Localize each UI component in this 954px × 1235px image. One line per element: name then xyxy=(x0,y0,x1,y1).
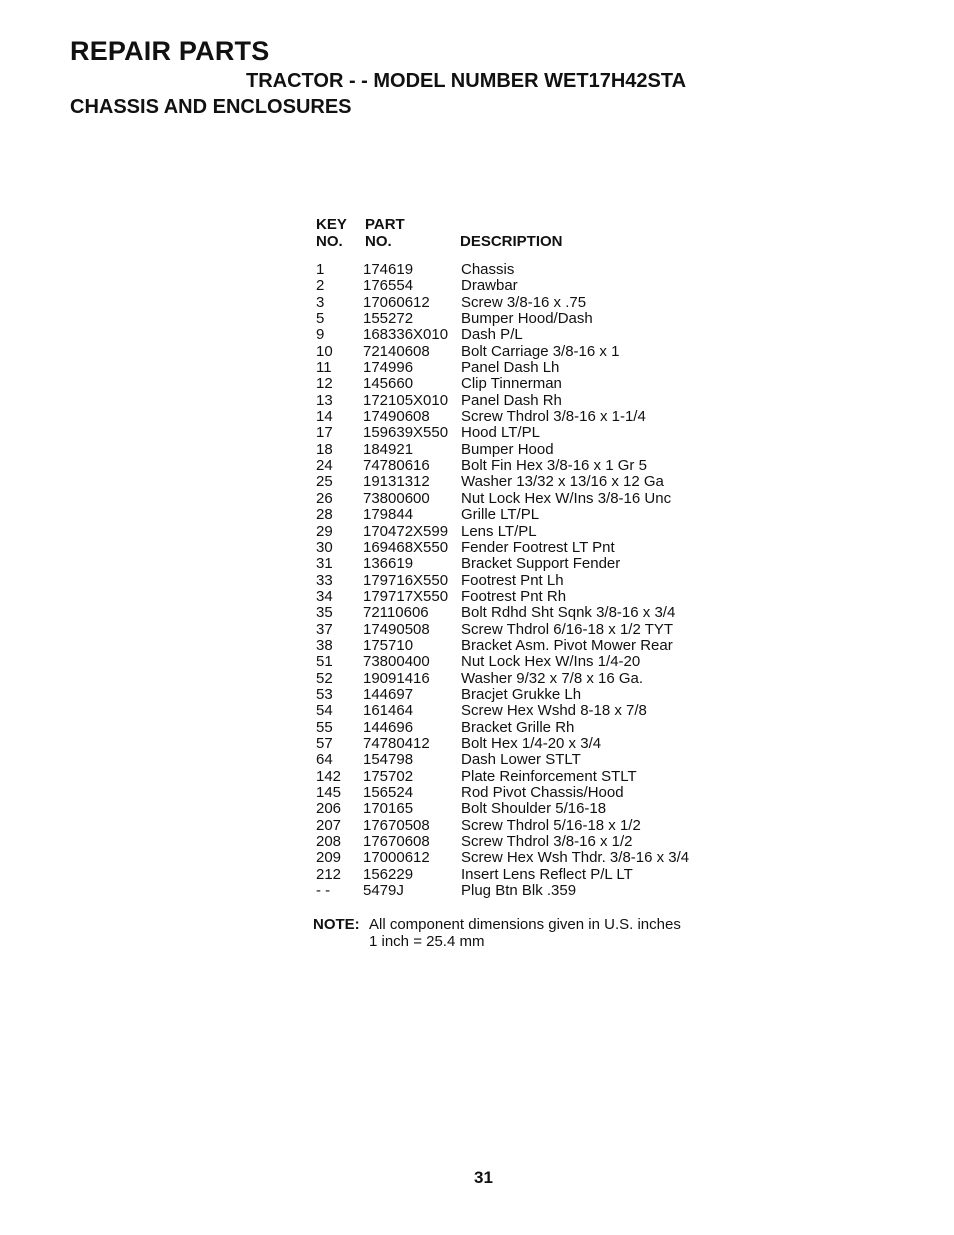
table-row xyxy=(316,507,716,523)
part-number-cell: 73800400 xyxy=(363,653,430,671)
part-number-cell: 175710 xyxy=(363,636,414,654)
part-number-cell: 74780616 xyxy=(363,457,430,475)
description-cell: Screw 3/8-16 x .75 xyxy=(461,293,587,311)
part-number-cell: 179844 xyxy=(363,506,414,524)
description-cell: Bracket Asm. Pivot Mower Rear xyxy=(461,636,673,654)
key-cell: 64 xyxy=(316,751,333,769)
description-cell: Plate Reinforcement STLT xyxy=(461,767,637,785)
part-number-cell: 74780412 xyxy=(363,734,430,752)
key-cell: 1 xyxy=(316,261,325,278)
description-cell: Drawbar xyxy=(461,277,518,295)
table-row xyxy=(316,524,716,540)
table-row xyxy=(316,474,716,490)
description-cell: Clip Tinnerman xyxy=(461,375,562,393)
table-row xyxy=(316,818,716,834)
key-cell: 52 xyxy=(316,669,333,687)
table-row xyxy=(316,671,716,687)
table-row xyxy=(316,344,716,360)
table-row xyxy=(316,769,716,785)
description-cell: Footrest Pnt Lh xyxy=(461,571,564,589)
table-row xyxy=(316,409,716,425)
part-number-cell: 179717X550 xyxy=(363,587,449,605)
description-cell: Bracket Support Fender xyxy=(461,555,621,573)
key-cell: 57 xyxy=(316,734,333,752)
description-cell: Nut Lock Hex W/Ins 3/8-16 Unc xyxy=(461,489,672,507)
description-cell: Fender Footrest LT Pnt xyxy=(461,538,615,556)
key-cell: 53 xyxy=(316,685,333,703)
description-cell: Bolt Carriage 3/8-16 x 1 xyxy=(461,342,620,360)
part-number-cell: 174619 xyxy=(363,261,414,278)
parts-list xyxy=(316,262,716,899)
part-number-cell: 72140608 xyxy=(363,342,430,360)
key-cell: 208 xyxy=(316,833,342,851)
table-row xyxy=(316,573,716,589)
key-cell: 11 xyxy=(316,359,332,377)
key-cell: 142 xyxy=(316,767,342,785)
key-cell: 33 xyxy=(316,571,333,589)
description-cell: Dash P/L xyxy=(461,326,523,344)
part-number-cell: 145660 xyxy=(363,375,414,393)
key-cell: 209 xyxy=(316,849,342,867)
section-title: CHASSIS AND ENCLOSURES xyxy=(70,96,352,118)
part-no-header xyxy=(365,216,405,250)
key-cell: 26 xyxy=(316,489,333,507)
key-cell: 206 xyxy=(316,800,342,818)
table-row xyxy=(316,393,716,409)
description-cell: Chassis xyxy=(461,261,515,278)
key-cell: 12 xyxy=(316,375,333,393)
description-cell: Plug Btn Blk .359 xyxy=(461,882,577,900)
table-row xyxy=(316,458,716,474)
part-number-cell: 17490608 xyxy=(363,408,430,426)
key-cell: 3 xyxy=(316,293,325,311)
part-number-cell: 174996 xyxy=(363,359,414,377)
part-number-cell: 17490508 xyxy=(363,620,430,638)
key-cell: 24 xyxy=(316,457,333,475)
part-number-cell: 72110606 xyxy=(363,604,429,622)
key-cell: 212 xyxy=(316,865,342,883)
key-cell: 145 xyxy=(316,784,342,801)
description-cell: Screw Thdrol 3/8-16 x 1/2 xyxy=(461,833,633,851)
part-number-cell: 17060612 xyxy=(363,293,430,311)
part-number-cell: 168336X010 xyxy=(363,326,449,344)
description-cell: Bolt Rdhd Sht Sqnk 3/8-16 x 3/4 xyxy=(461,604,676,622)
table-row xyxy=(316,654,716,670)
table-row xyxy=(316,278,716,294)
key-cell: 31 xyxy=(316,555,333,573)
key-cell: 5 xyxy=(316,310,325,328)
description-cell: Screw Hex Wsh Thdr. 3/8-16 x 3/4 xyxy=(461,849,690,867)
description-cell: Panel Dash Rh xyxy=(461,391,562,409)
table-row xyxy=(316,491,716,507)
part-number-cell: 170472X599 xyxy=(363,522,449,540)
description-cell: Panel Dash Lh xyxy=(461,359,560,377)
key-header-line2: NO. xyxy=(316,233,343,250)
table-row xyxy=(316,540,716,556)
part-number-cell: 169468X550 xyxy=(363,538,449,556)
description-cell: Bracket Grille Rh xyxy=(461,718,575,736)
part-number-cell: 19131312 xyxy=(363,473,430,491)
key-cell: 18 xyxy=(316,440,333,458)
part-number-cell: 154798 xyxy=(363,751,414,769)
key-cell: 37 xyxy=(316,620,333,638)
key-cell: 13 xyxy=(316,391,333,409)
table-row xyxy=(316,752,716,768)
description-cell: Screw Thdrol 5/16-18 x 1/2 xyxy=(461,816,641,834)
table-row xyxy=(316,556,716,572)
part-number-cell: 179716X550 xyxy=(363,571,449,589)
table-row xyxy=(316,801,716,817)
key-cell: 38 xyxy=(316,636,333,654)
part-number-cell: 73800600 xyxy=(363,489,430,507)
description-cell: Footrest Pnt Rh xyxy=(461,587,567,605)
table-row xyxy=(316,360,716,376)
part-number-cell: 156229 xyxy=(363,865,414,883)
table-row xyxy=(316,295,716,311)
table-row xyxy=(316,720,716,736)
key-cell: 28 xyxy=(316,506,333,524)
key-cell: 25 xyxy=(316,473,333,491)
description-cell: Hood LT/PL xyxy=(461,424,540,442)
key-cell: 54 xyxy=(316,702,333,720)
part-header-line1: PART xyxy=(365,216,405,233)
part-number-cell: 144696 xyxy=(363,718,414,736)
table-row xyxy=(316,327,716,343)
part-number-cell: 161464 xyxy=(363,702,414,720)
description-cell: Screw Thdrol 6/16-18 x 1/2 TYT xyxy=(461,620,674,638)
note-line1: All component dimensions given in U.S. inches xyxy=(369,916,681,933)
table-row xyxy=(316,785,716,801)
note-line2: 1 inch = 25.4 mm xyxy=(369,932,485,950)
part-number-cell: 17670508 xyxy=(363,816,430,834)
description-cell: Washer 9/32 x 7/8 x 16 Ga. xyxy=(461,669,644,687)
part-number-cell: 170165 xyxy=(363,800,414,818)
part-number-cell: 184921 xyxy=(363,440,414,458)
key-cell: 51 xyxy=(316,653,333,671)
key-cell: 207 xyxy=(316,816,342,834)
key-cell: 14 xyxy=(316,408,333,426)
table-row xyxy=(316,376,716,392)
description-cell: Bumper Hood xyxy=(461,440,554,458)
key-cell: 9 xyxy=(316,326,325,344)
description-header: DESCRIPTION xyxy=(460,233,563,250)
table-row xyxy=(316,442,716,458)
part-number-cell: 172105X010 xyxy=(363,391,449,409)
part-number-cell: 19091416 xyxy=(363,669,430,687)
table-row xyxy=(316,262,716,278)
key-no-header xyxy=(316,216,347,250)
key-cell: 29 xyxy=(316,522,333,540)
table-row xyxy=(316,883,716,899)
description-cell: Bolt Hex 1/4-20 x 3/4 xyxy=(461,734,602,752)
part-number-cell: 155272 xyxy=(363,310,414,328)
description-cell: Screw Thdrol 3/8-16 x 1-1/4 xyxy=(461,408,646,426)
part-header-line2: NO. xyxy=(365,233,392,250)
description-cell: Screw Hex Wshd 8-18 x 7/8 xyxy=(461,702,647,720)
description-cell: Lens LT/PL xyxy=(461,522,537,540)
table-row xyxy=(316,687,716,703)
part-number-cell: 5479J xyxy=(363,882,404,900)
description-cell: Insert Lens Reflect P/L LT xyxy=(461,865,633,883)
key-header-line1: KEY xyxy=(316,216,347,233)
description-cell: Bracjet Grukke Lh xyxy=(461,685,582,703)
table-row xyxy=(316,834,716,850)
key-cell: 34 xyxy=(316,587,333,605)
page-title: REPAIR PARTS xyxy=(70,36,270,66)
table-row xyxy=(316,638,716,654)
table-row xyxy=(316,736,716,752)
key-cell: - - xyxy=(316,882,331,900)
description-cell: Washer 13/32 x 13/16 x 12 Ga xyxy=(461,473,664,491)
part-number-cell: 136619 xyxy=(363,555,414,573)
part-number-cell: 159639X550 xyxy=(363,424,449,442)
table-row xyxy=(316,850,716,866)
key-cell: 55 xyxy=(316,718,333,736)
description-cell: Nut Lock Hex W/Ins 1/4-20 xyxy=(461,653,641,671)
part-number-cell: 17000612 xyxy=(363,849,430,867)
table-row xyxy=(316,605,716,621)
part-number-cell: 176554 xyxy=(363,277,414,295)
key-cell: 17 xyxy=(316,424,333,442)
key-cell: 30 xyxy=(316,538,333,556)
key-cell: 10 xyxy=(316,342,333,360)
model-subtitle: TRACTOR - - MODEL NUMBER WET17H42STA xyxy=(246,70,687,92)
part-number-cell: 175702 xyxy=(363,767,414,785)
part-number-cell: 144697 xyxy=(363,685,414,703)
table-row xyxy=(316,703,716,719)
table-row xyxy=(316,425,716,441)
description-cell: Bumper Hood/Dash xyxy=(461,310,593,328)
page-number: 31 xyxy=(474,1168,493,1187)
table-row xyxy=(316,311,716,327)
part-number-cell: 156524 xyxy=(363,784,414,801)
key-cell: 35 xyxy=(316,604,333,622)
table-row xyxy=(316,622,716,638)
description-cell: Dash Lower STLT xyxy=(461,751,581,769)
table-row xyxy=(316,589,716,605)
description-cell: Rod Pivot Chassis/Hood xyxy=(461,784,624,801)
description-cell: Grille LT/PL xyxy=(461,506,540,524)
key-cell: 2 xyxy=(316,277,325,295)
note-label: NOTE: xyxy=(313,916,360,933)
part-number-cell: 17670608 xyxy=(363,833,430,851)
description-cell: Bolt Fin Hex 3/8-16 x 1 Gr 5 xyxy=(461,457,647,475)
table-row xyxy=(316,867,716,883)
description-cell: Bolt Shoulder 5/16-18 xyxy=(461,800,607,818)
